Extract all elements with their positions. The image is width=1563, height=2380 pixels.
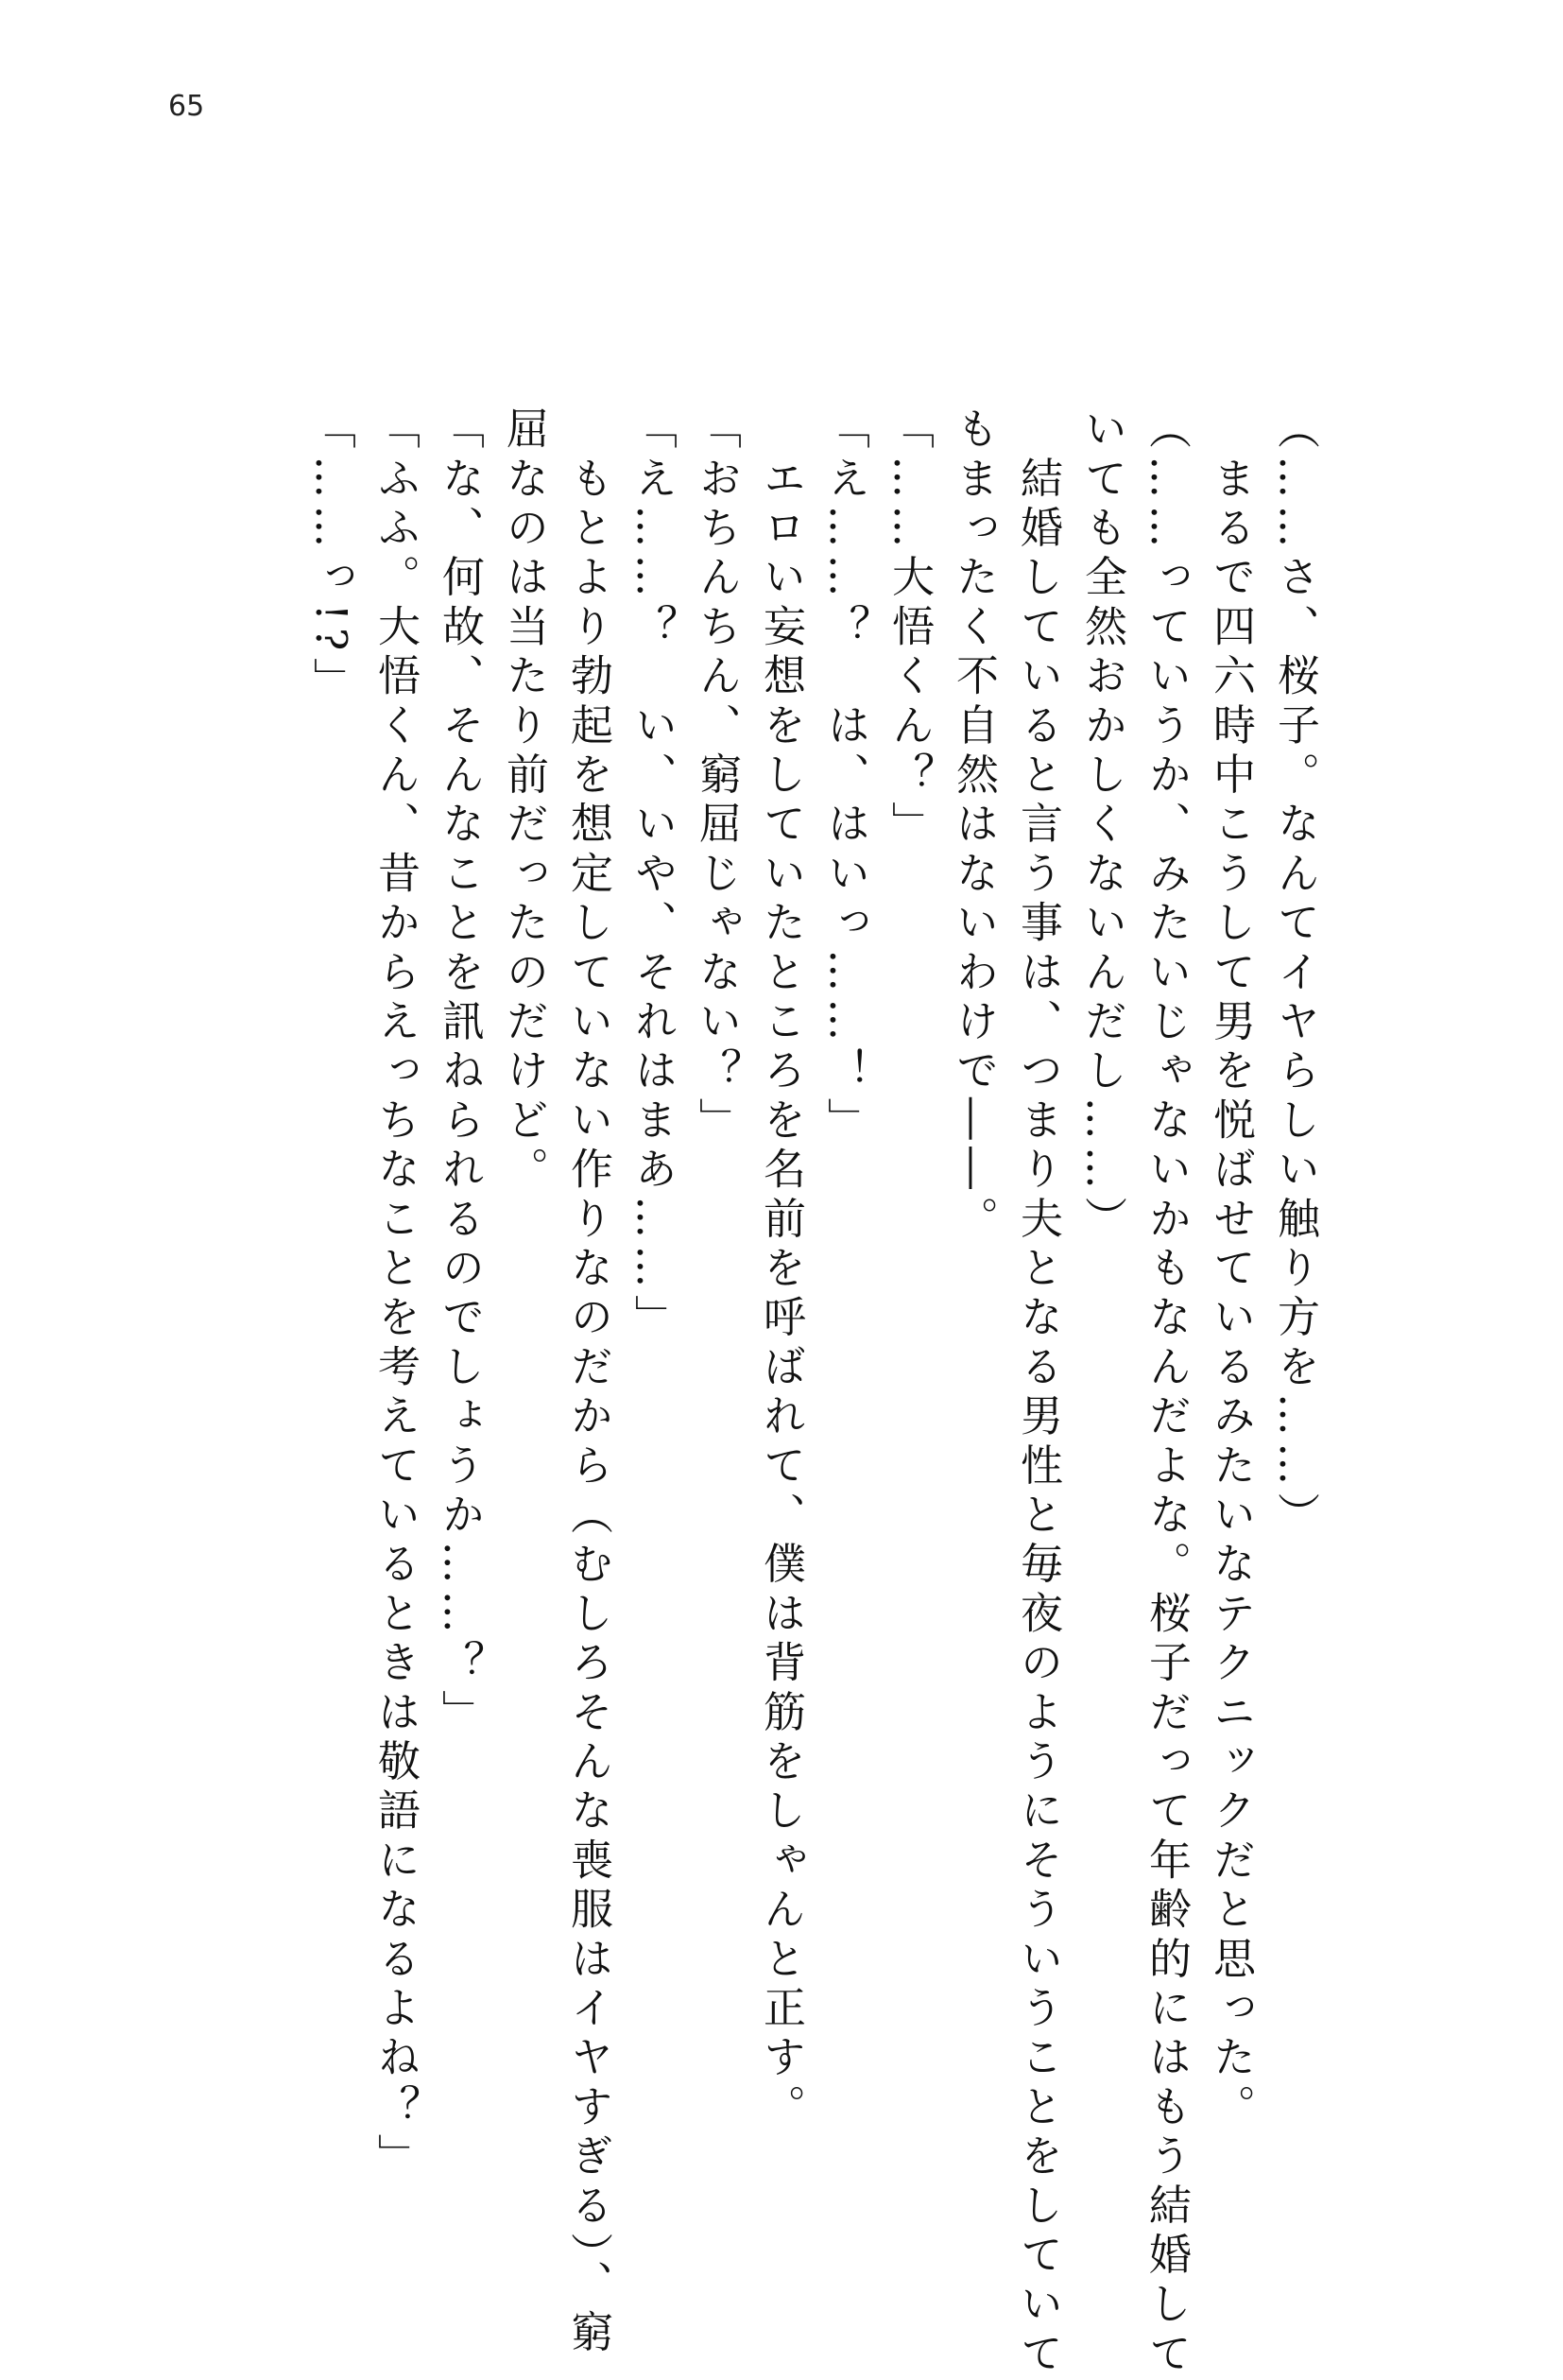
text-line: 「ふふ。大悟くん、昔からえっちなことを考えているときは敬語になるよね？」 bbox=[370, 406, 421, 2183]
text-line: 「え……？ は、はいっ……！」 bbox=[820, 406, 870, 1147]
text-line: まるで四六時中こうして男を悦ばせているみたいなテクニックだと思った。 bbox=[1206, 406, 1256, 2133]
text-line: もとより勃起を想定していない作りなのだから（むしろそんな喪服はイヤすぎる）、窮 bbox=[563, 406, 613, 2359]
text-line: エロい妄想をしていたところを名前を呼ばれて、僕は背筋をしゃんと正す。 bbox=[756, 406, 806, 2133]
text-line: 屈なのは当たり前だったのだけど。 bbox=[499, 406, 549, 1197]
text-line: 結婚していると言う事は、つまり夫となる男性と毎夜のようにそういうことをしていて bbox=[1013, 406, 1063, 2380]
body-text bbox=[299, 406, 1327, 2380]
page-number: 65 bbox=[168, 90, 205, 123]
text-line: 「……っ!?」 bbox=[306, 406, 356, 707]
text-line: 「え……？ い、いや、それはまあ……」 bbox=[627, 406, 678, 1344]
text-line: （……っていうか、みたいじゃないかもなんだよな。桜子だって年齢的にはもう結婚して bbox=[1142, 406, 1192, 2380]
text-line: もまったく不自然はないわけで――。 bbox=[949, 406, 999, 1246]
text-line: 「……大悟くん？」 bbox=[885, 406, 935, 851]
text-line: 「な、何故、そんなことを訊ねられるのでしょうか……？」 bbox=[435, 406, 485, 1739]
text-line: いても全然おかしくないんだし……） bbox=[1077, 406, 1127, 1246]
text-line: 「おちんちん、窮屈じゃない？」 bbox=[692, 406, 742, 1147]
text-line: （……さ、桜子。なんてイヤらしい触り方を……） bbox=[1270, 406, 1320, 1542]
